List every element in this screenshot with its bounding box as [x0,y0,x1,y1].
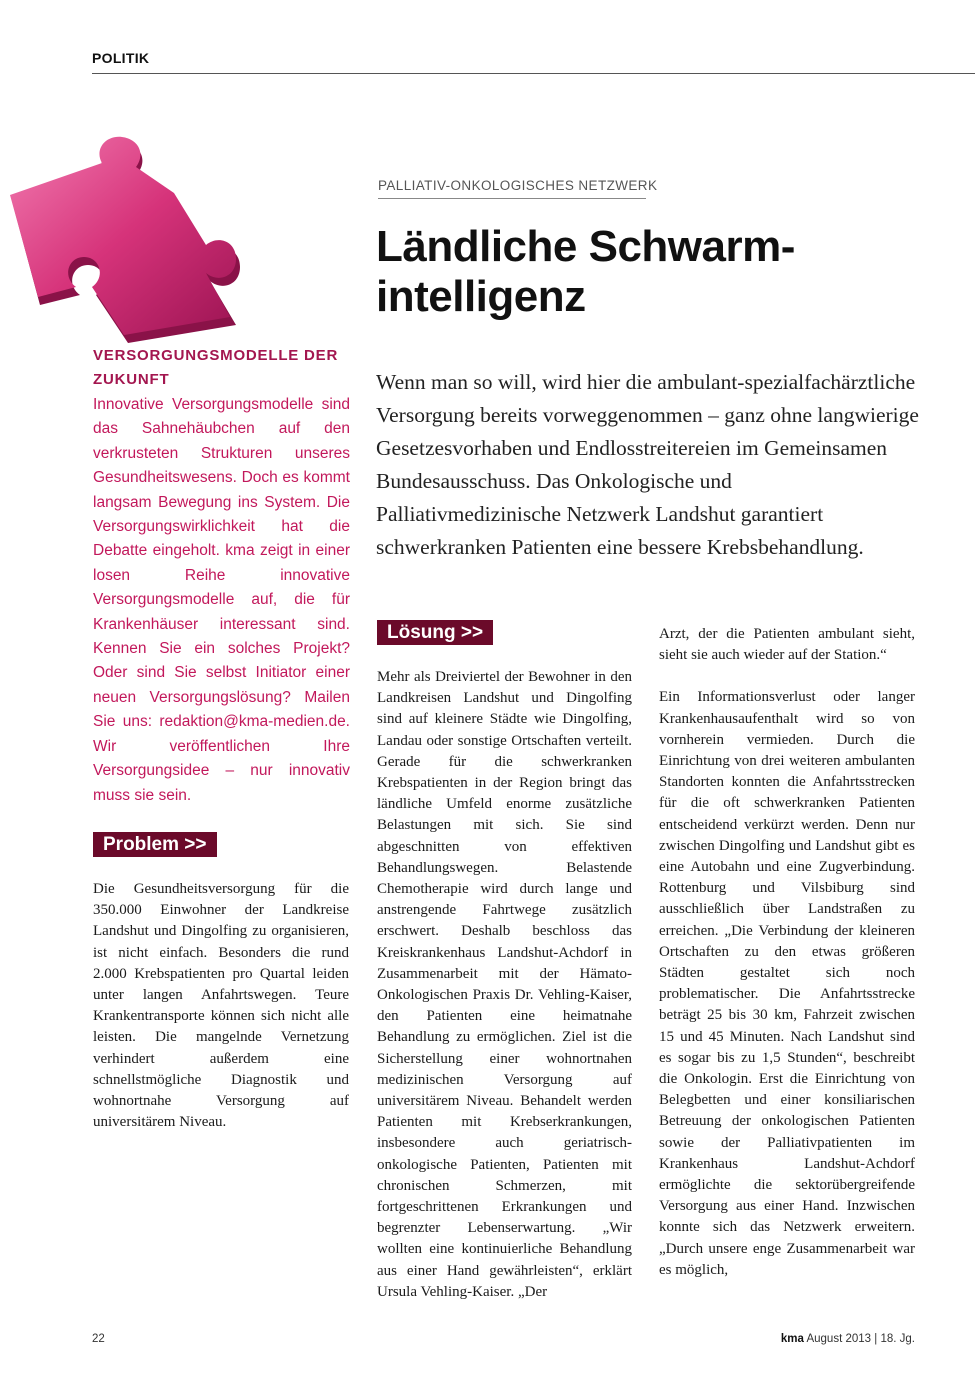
section-label: POLITIK [92,50,150,66]
title-line-2: intelligenz [376,272,586,321]
page-number: 22 [92,1333,105,1345]
third-column [659,624,915,1281]
puzzle-piece-icon [0,135,250,345]
third-paragraph-2: Ein Informationsverlust oder langer Krankenhausaufenthalt wird so von vornherein vermieden. Durch die Einrichtung von drei weiteren ambulanten Standorten konnten die Anfahrtsstrecken für die oft schwerkranken Patienten entscheidend verkürzt werden. Denn nur zwischen Dingolfing und Landshut gibt es eine Autobahn und eine Zugverbindung. Rottenburg und Vilsbiburg sind ausschließlich über Landstraßen zu erreichen. „Die Verbindung der kleineren Ortschaften zu den etwas größeren Städten gestaltet sich noch problematischer. Die Anfahrtsstrecke beträgt 25 bis 30 km, Fahrzeit zwischen 15 und 45 Minuten. Nach Landshut sind es sogar bis zu 1,5 Stunden“, beschreibt die Onkologin. Erst die Einrichtung von Belegbetten und einer konsiliarischen Betreuung der onkologischen Patienten sowie der Palliativpatienten im Krankenhaus Landshut-Achdorf ermöglichte die sektorübergreifende Versorgung aus einer Hand. Inzwischen konnte sich das Netzwerk erweitern. „Durch unsere enge Zusammenarbeit war es möglich, [659,689,915,1278]
header-rule [92,73,975,74]
footer-brand: kma [780,1333,804,1345]
kicker-underline [378,198,646,199]
sidebar-heading: VERSORGUNGSMODELLE DER ZUKUNFT [93,347,339,388]
footer-volume: 18. Jg. [880,1333,915,1345]
problem-column [93,879,349,1133]
title-line-1: Ländliche Schwarm- [376,222,795,271]
footer-issue: August 2013 [806,1333,872,1345]
sidebar-body: Innovative Versorgungsmodelle sind das Sahnehäubchen auf den verkrusteten Strukturen unseres Gesundheitswesens. Doch es kommt langsam Bewegung ins System. Die Versorgungswirklichkeit hat die Debatte eingeholt. kma zeigt in einer losen Reihe innovative Versorgungsmodelle auf, die für Krankenhäuser interessant sind. Kennen Sie ein solches Projekt? Oder sind Sie selbst Initiator einer neuen Versorgungslösung? Mailen Sie uns: redaktion@kma-medien.de. Wir veröffentlichen Ihre Versorgungsidee – nur innovativ muss sie sein. [93,396,350,804]
article-kicker: PALLIATIV-ONKOLOGISCHES NETZWERK [378,178,658,193]
problem-tag: Problem >> [93,832,217,857]
third-paragraph-1: Arzt, der die Patienten ambulant sieht, sieht sie auch wieder auf der Station.“ [659,626,915,664]
article-lead: Wenn man so will, wird hier die ambulant-spezialfachärztliche Versorgung bereits vorweggenommen – ganz ohne langwierige Gesetzesvorhaben und Endlosstreitereien im Gemeinsamen Bundesausschuss. Das Onkologische und Palliativmedizinische Netzwerk Landshut garantiert schwerkranken Patienten eine bessere Krebsbehandlung. [376,370,919,559]
loesung-tag: Lösung >> [377,620,493,645]
article-title [376,222,936,322]
footer-info [781,1333,915,1345]
problem-text: Die Gesundheitsversorgung für die 350.000 Einwohner der Landkreise Landshut und Dingolfing zu organisieren, ist nicht einfach. Besonders die rund 2.000 Krebspatienten pro Quartal leiden unter langen Anfahrtswegen. Teure Krankentransporte können sich nicht alle leisten. Die mangelnde Vernetzung verhindert außerdem eine schnellstmögliche Diagnostik und wohnortnahe Versorgung auf universitärem Niveau. [93,881,349,1131]
footer-separator: | [874,1333,878,1345]
loesung-column [377,667,632,1303]
loesung-text: Mehr als Dreiviertel der Bewohner in den Landkreisen Landshut und Dingolfing sind auf kleinere Städte wie Dingolfing, Landau oder sonstige Ortschaften verteilt. Gerade für die schwerkranken Krebspatienten in der Region bringt das ländliche Umfeld enorme zusätzliche Belastungen mit sich. Sie sind abgeschnitten von effektiven Behandlungswegen. Belastende Chemotherapie wird durch lange und anstrengende Fahrtwege zusätzlich erschwert. Deshalb beschloss das Kreiskrankenhaus Landshut-Achdorf in Zusammenarbeit mit der Hämato-Onkologischen Praxis Dr. Vehling-Kaiser, den Patienten eine heimatnahe Behandlung zu ermöglichen. Ziel ist die Sicherstellung einer wohnortnahen medizinischen Versorgung auf universitärem Niveau. Behandelt werden Patienten mit Krebserkrankungen, insbesondere auch geriatrisch-onkologische Patienten, Patienten mit chronischen Schmerzen, mit fortgeschrittenen Erkrankungen und begrenzter Lebenserwartung. „Wir wollten eine kontinuierliche Behandlung aus einer Hand gewährleisten“, erklärt Ursula Vehling-Kaiser. „Der [377,669,632,1300]
